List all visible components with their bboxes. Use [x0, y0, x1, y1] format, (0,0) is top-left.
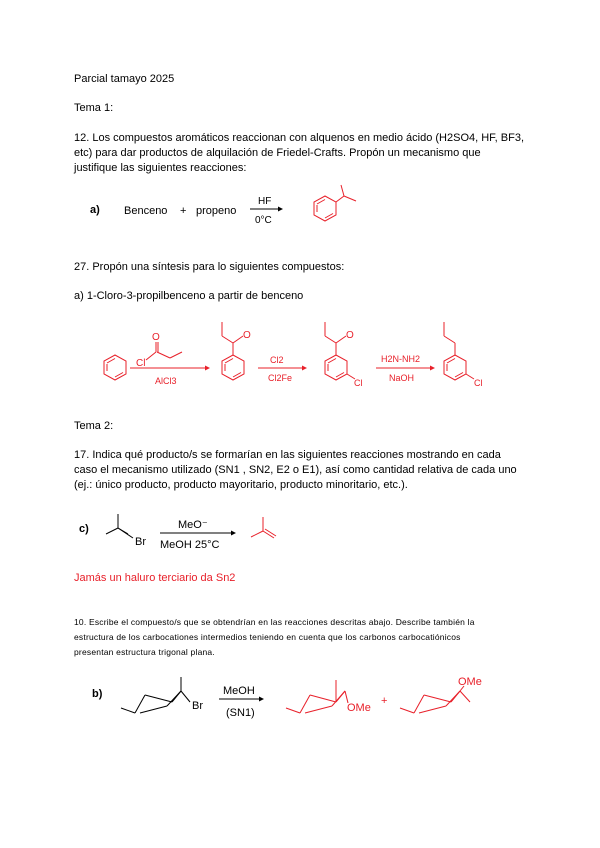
cyclohexyl-bromide-structure	[121, 677, 190, 713]
question-17-line: 17. Indica qué producto/s se formarían en las siguientes reacciones mostrando en cada	[74, 449, 501, 461]
reactant-propene: propeno	[196, 205, 237, 217]
plus-sign: +	[180, 205, 187, 217]
answer-note: Jamás un haluro terciario da Sn2	[74, 572, 236, 584]
reagent-naoh: NaOH	[389, 373, 415, 383]
reagent-methoxide: MeO⁻	[178, 519, 208, 531]
reagent-methanol: MeOH	[223, 685, 255, 697]
chloro-label: Cl	[354, 378, 363, 388]
bromine-label: Br	[135, 536, 146, 548]
part-label: a)	[90, 204, 100, 216]
methoxy-label: OMe	[458, 676, 482, 688]
question-17-line: (ej.: único producto, producto mayoritario, producto minoritario, etc.).	[74, 479, 408, 491]
chlorine-label: Cl	[136, 358, 146, 369]
reactant-benzene: Benceno	[124, 205, 168, 217]
equatorial-ether-product-structure	[400, 686, 470, 713]
question-12-line: justifique las siguientes reacciones:	[74, 162, 247, 174]
reagent-alcl3: AlCl3	[155, 376, 177, 386]
mechanism-label: (SN1)	[226, 707, 255, 719]
arrow-head	[259, 697, 264, 702]
question-12-line: etc) para dar productos de alquilación de Friedel-Crafts. Propón un mecanismo que	[74, 147, 481, 159]
question-10-line: estructura de los carbocationes intermedios teniendo en cuenta que los carbonos carbocatiónicos	[74, 632, 461, 642]
axial-ether-product-structure	[286, 680, 348, 713]
bromine-label: Br	[192, 700, 203, 712]
question-12-line: 12. Los compuestos aromáticos reaccionan con alquenos en medio ácido (H2SO4, HF, BF3,	[74, 132, 525, 144]
methoxy-label: OMe	[347, 702, 371, 714]
question-10-line: 10. Escribe el compuesto/s que se obtendrían en las reacciones descritas abajo. Describe también la	[74, 617, 475, 627]
chloro-label: Cl	[474, 378, 483, 388]
question-27-sub: a) 1-Cloro-3-propilbenceno a partir de benceno	[74, 290, 304, 302]
question-10-line: presentan estructura trigonal plana.	[74, 647, 215, 657]
question-27-intro: 27. Propón una síntesis para lo siguientes compuestos:	[74, 261, 345, 273]
reagent-hydrazine: H2N-NH2	[381, 354, 421, 364]
tema-2-heading: Tema 2:	[74, 420, 114, 432]
condition-temperature: 0°C	[255, 215, 272, 226]
oxygen-label: O	[152, 332, 160, 343]
part-label: c)	[79, 523, 89, 535]
tema-1-heading: Tema 1:	[74, 102, 114, 114]
reagent-cl2fe: Cl2Fe	[268, 373, 293, 383]
part-label: b)	[92, 688, 103, 700]
question-17-line: caso el mecanismo utilizado (SN1 , SN2, E2 o E1), así como cantidad relativa de cada uno	[74, 464, 517, 476]
condition-solvent-temp: MeOH 25°C	[160, 539, 220, 551]
plus-sign: +	[381, 695, 388, 707]
document-title: Parcial tamayo 2025	[74, 73, 175, 85]
oxygen-label: O	[243, 330, 251, 341]
reagent-cl2: Cl2	[270, 355, 284, 365]
reagent-hf: HF	[258, 196, 272, 207]
oxygen-label: O	[346, 330, 354, 341]
